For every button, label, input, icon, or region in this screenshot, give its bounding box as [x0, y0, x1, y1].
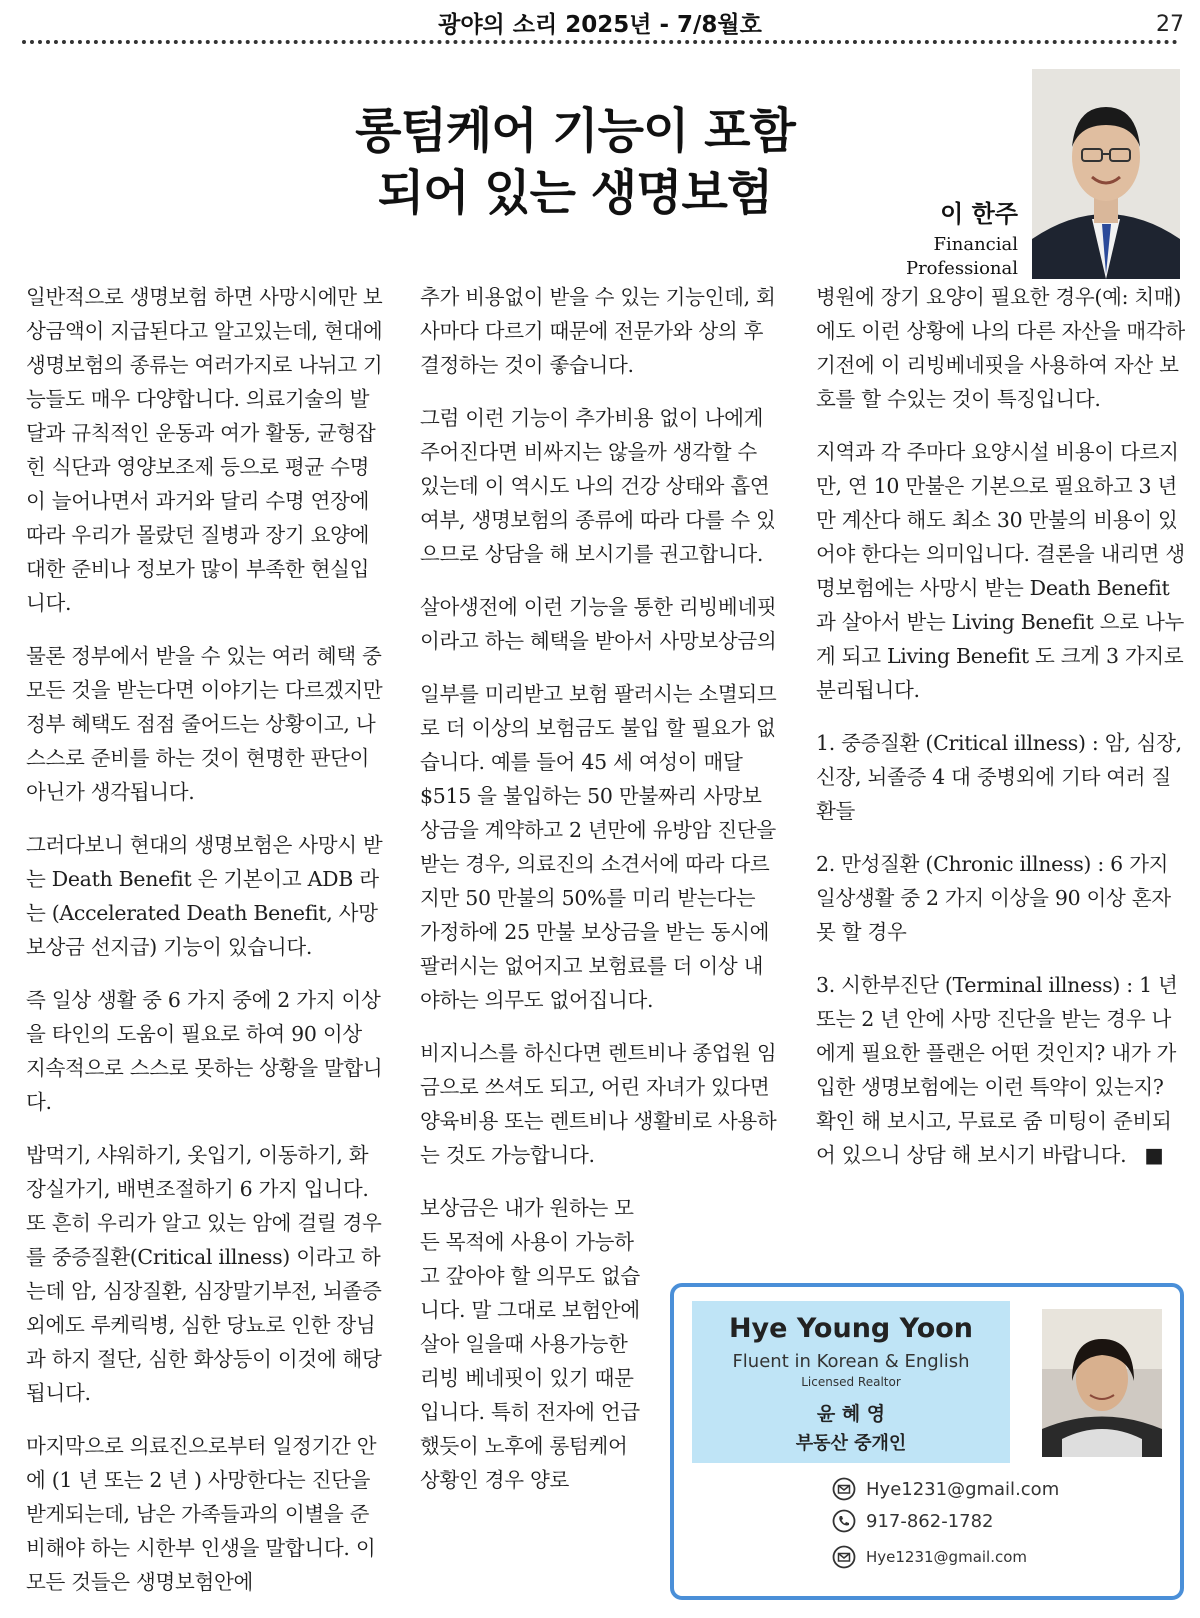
author-name: 이 한주 [940, 200, 1018, 228]
author-byline [906, 194, 1018, 281]
author-photo [1032, 69, 1180, 279]
paragraph: 2. 만성질환 (Chronic illness) : 6 가지 일상생활 중 2 가지 이상을 90 이상 혼자 못 할 경우 [816, 852, 1171, 944]
contact-email-text: Hye1231@gmail.com [866, 1478, 1060, 1500]
headline-line-2: 되어 있는 생명보험 [377, 165, 773, 221]
paragraph: 보상금은 내가 원하는 모든 목적에 사용이 가능하고 갚아야 할 의무도 없습니다. 말 그대로 보험안에 살아 일을때 사용가능한 리빙 베네핏이 있기 때문입니다. 특히 전자에 언급했듯이 노후에 롱텀케어 상황인 경우 양로 [420, 1196, 640, 1492]
ad-name: Hye Young Yoon [728, 1313, 974, 1344]
paragraph: 비지니스를 하신다면 렌트비나 종업원 임금으로 쓰셔도 되고, 어린 자녀가 있다면 양육비용 또는 렌트비나 생활비로 사용하는 것도 가능합니다. [420, 1041, 777, 1167]
ad-name-panel [692, 1301, 1010, 1463]
ad-korean-title: 부동산 중개인 [795, 1433, 907, 1454]
email-icon [832, 1545, 856, 1569]
paragraph: 일반적으로 생명보험 하면 사망시에만 보상금액이 지급된다고 알고있는데, 현대에 생명보험의 종류는 여러가지로 나뉘고 기능들도 매우 다양합니다. 의료기술의 발달과 규칙적인 운동과 여가 활동, 균형잡힌 식단과 영양보조제 등으로 평균 수명이 늘어나면서 과거와 달리 수명 연장에 따라 우리가 몰랐던 질병과 장기 요양에 대한 준비나 정보가 많이 부족한 현실입니다. [26, 285, 383, 615]
paragraph: 살아생전에 이런 기능을 통한 리빙베네핏이라고 하는 혜택을 받아서 사망보상금의 [420, 595, 777, 653]
paragraph: 물론 정부에서 받을 수 있는 여러 혜택 중 모든 것을 받는다면 이야기는 다르겠지만 정부 혜택도 점점 줄어드는 상황이고, 나 스스로 준비를 하는 것이 현명한 판단이 아닌가 생각됩니다. [26, 644, 383, 804]
author-role-line-2: Professional [905, 258, 1018, 279]
ad-korean-name: 윤 혜 영 [816, 1403, 886, 1425]
phone-icon [832, 1509, 856, 1533]
page-header [0, 0, 1200, 40]
author-role-line-1: Financial [933, 234, 1018, 255]
ad-subtitle: Fluent in Korean & English [732, 1351, 970, 1372]
paragraph: 지역과 각 주마다 요양시설 비용이 다르지만, 연 10 만불은 기본으로 필요하고 3 년만 계산다 해도 최소 30 만불의 비용이 있어야 한다는 의미입니다. 결론을 내리면 생명보험에는 사망시 받는 Death Benefit 과 살아서 받는 Living Benefit 으로 나누게 되고 Living Benefit 도 크게 3 가지로 분리됩니다. [816, 440, 1185, 702]
contact-email-secondary-text: Hye1231@gmail.com [866, 1548, 1028, 1566]
paragraph: 1. 중증질환 (Critical illness) : 암, 심장, 신장, 뇌졸증 4 대 중병외에 기타 여러 질환들 [816, 731, 1182, 823]
paragraph-final-text: 3. 시한부진단 (Terminal illness) : 1 년 또는 2 년 안에 사망 진단을 받는 경우 나에게 필요한 플랜은 어떤 것인지? 내가 가입한 생명보험에는 이런 특약이 있는지? 확인 해 보시고, 무료로 줌 미팅이 준비되어 있으니 상담 해 보시기 바랍니다. [816, 973, 1178, 1167]
paragraph: 즉 일상 생활 중 6 가지 중에 2 가지 이상을 타인의 도움이 필요로 하여 90 이상 지속적으로 스스로 못하는 상황을 말합니다. [26, 988, 383, 1114]
ad-license: Licensed Realtor [801, 1375, 901, 1389]
paragraph: 일부를 미리받고 보험 팔러시는 소멸되므로 더 이상의 보험금도 불입 할 필요가 없습니다. 예를 들어 45 세 여성이 매달 $515 을 불입하는 50 만불짜리 사망보상금을 계약하고 2 년만에 유방암 진단을 받는 경우, 의료진의 소견서에 따라 다르지만 50 만불의 50%를 미리 받는다는 가정하에 25 만불 보상금을 받는 동시에 팔러시는 없어지고 보험료를 더 이상 내야하는 의무도 없어집니다. [420, 682, 777, 1012]
contact-phone[interactable] [832, 1509, 994, 1533]
page-number: 27 [1156, 12, 1184, 37]
email-icon [832, 1477, 856, 1501]
realtor-ad[interactable] [670, 1283, 1184, 1600]
paragraph-final [816, 968, 1188, 1172]
headline-line-1: 롱텀케어 기능이 포함 [355, 103, 795, 159]
contact-phone-text: 917-862-1782 [866, 1510, 994, 1532]
paragraph: 마지막으로 의료진으로부터 일정기간 안에 (1 년 또는 2 년 ) 사망한다는 진단을 받게되는데, 남은 가족들과의 이별을 준비해야 하는 시한부 인생을 말합니다. 이 모든 것들은 생명보험안에 [26, 1434, 377, 1594]
paragraph: 밥먹기, 샤워하기, 옷입기, 이동하기, 화장실가기, 배변조절하기 6 가지 입니다. 또 흔히 우리가 알고 있는 암에 걸릴 경우를 중증질환(Critical illness) 이라고 하는데 암, 심장질환, 심장말기부전, 뇌졸증외에도 루케릭병, 심한 당뇨로 인한 장님과 하지 절단, 심한 화상등이 이것에 해당됩니다. [26, 1143, 382, 1405]
paragraph: 그러다보니 현대의 생명보험은 사망시 받는 Death Benefit 은 기본이고 ADB 라는 (Accelerated Death Benefit, 사망보상금 선지급) 기능이 있습니다. [26, 833, 383, 959]
paragraph: 추가 비용없이 받을 수 있는 기능인데, 회사마다 다르기 때문에 전문가와 상의 후 결정하는 것이 좋습니다. [420, 285, 776, 377]
paragraph: 병원에 장기 요양이 필요한 경우(예: 치매)에도 이런 상황에 나의 다른 자산을 매각하기전에 이 리빙베네핏을 사용하여 자산 보호를 할 수있는 것이 특징입니다. [816, 285, 1185, 411]
article-headline [250, 100, 900, 224]
article-column-1 [26, 280, 386, 1618]
article-column-3 [816, 280, 1188, 1191]
publication-title: 광야의 소리 2025년 - 7/8월호 [438, 12, 762, 38]
contact-email[interactable] [832, 1477, 1059, 1501]
dotted-divider [22, 40, 1178, 44]
paragraph: 그럼 이런 기능이 추가비용 없이 나에게 주어진다면 비싸지는 않을까 생각할 수 있는데 이 역시도 나의 건강 상태와 흡연 여부, 생명보험의 종류에 따라 다를 수 있으므로 상담을 해 보시기를 권고합니다. [420, 406, 776, 566]
contact-email-secondary[interactable] [832, 1545, 1027, 1569]
end-mark: ■ [1144, 1143, 1164, 1167]
realtor-photo [1042, 1309, 1162, 1457]
